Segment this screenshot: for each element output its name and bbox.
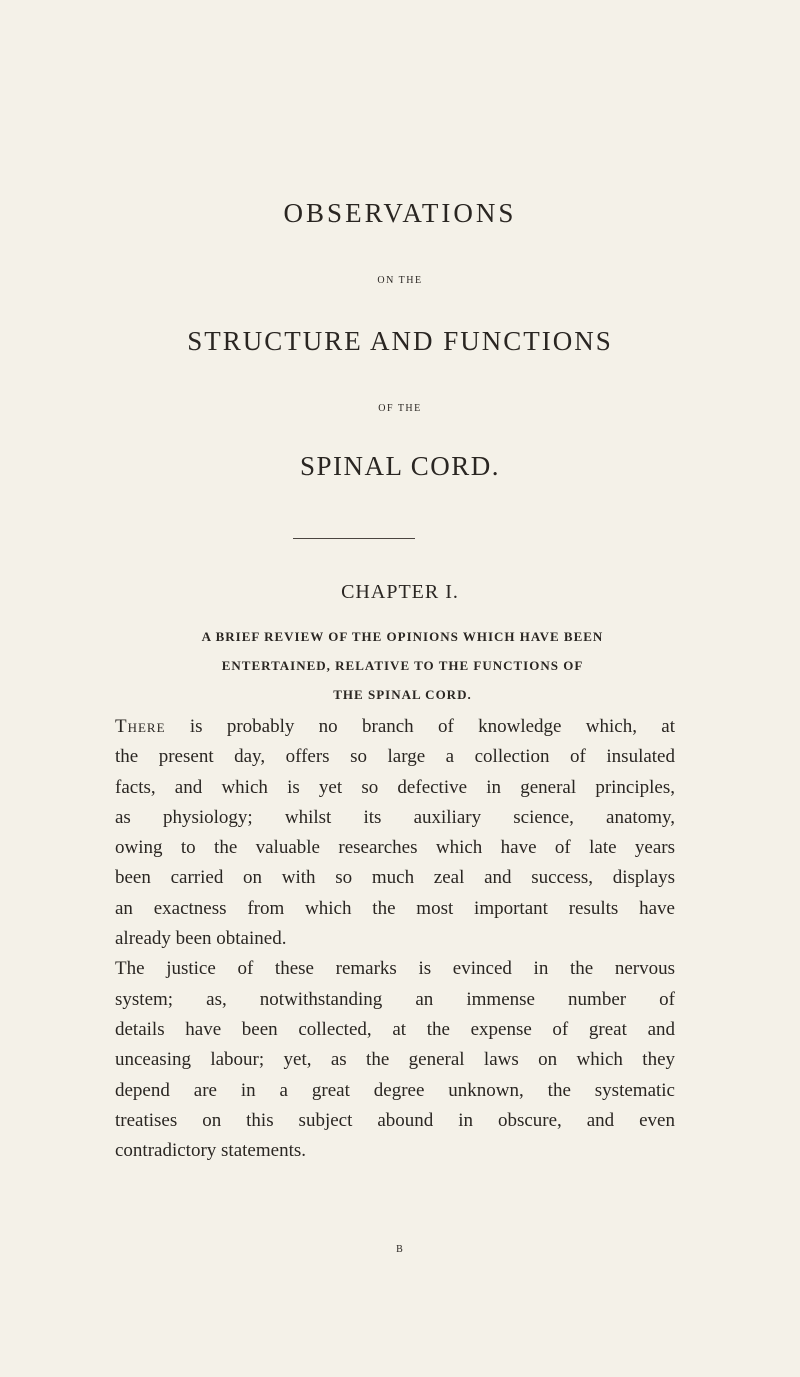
paragraph-line: system; as, notwithstanding an immense number of bbox=[115, 988, 675, 1010]
paragraph-line: unceasing labour; yet, as the general laws on which they bbox=[115, 1049, 675, 1071]
chapter-heading: CHAPTER I. bbox=[341, 581, 459, 603]
body-text bbox=[115, 712, 675, 1166]
paragraph-line: details have been collected, at the expense of great and bbox=[115, 1018, 675, 1040]
chapter-summary-line: A BRIEF REVIEW OF THE OPINIONS WHICH HAVE BEEN bbox=[201, 629, 604, 644]
chapter-summary-line: THE SPINAL CORD. bbox=[333, 687, 472, 702]
main-title: OBSERVATIONS bbox=[283, 198, 517, 228]
title-connector-on-the: ON THE bbox=[377, 275, 423, 286]
paragraph-line: contradictory statements. bbox=[115, 1140, 306, 1162]
paragraph-line: the present day, offers so large a collection of insulated bbox=[115, 746, 675, 768]
title-connector-of-the: OF THE bbox=[378, 403, 422, 414]
paragraph-line: already been obtained. bbox=[115, 928, 287, 950]
chapter-summary bbox=[135, 622, 670, 709]
paragraph-line: The justice of these remarks is evinced in the nervous bbox=[115, 958, 675, 980]
paragraph-line: depend are in a great degree unknown, the systematic bbox=[115, 1079, 675, 1101]
paragraph-line: been carried on with so much zeal and success, displays bbox=[115, 867, 675, 889]
drop-word: There bbox=[115, 716, 166, 737]
paragraph-line-text: is probably no branch of knowledge which, at bbox=[165, 716, 675, 737]
signature-mark: B bbox=[396, 1244, 404, 1255]
subtitle: STRUCTURE AND FUNCTIONS bbox=[187, 326, 613, 356]
chapter-summary-line: ENTERTAINED, RELATIVE TO THE FUNCTIONS OF bbox=[221, 658, 584, 673]
paragraph-line: facts, and which is yet so defective in general principles, bbox=[115, 776, 675, 798]
paragraph-line bbox=[115, 712, 675, 742]
paragraph-line: owing to the valuable researches which have of late years bbox=[115, 837, 675, 859]
title-divider bbox=[293, 538, 415, 539]
paragraph-line: treatises on this subject abound in obscure, and even bbox=[115, 1109, 675, 1131]
paragraph-line: as physiology; whilst its auxiliary science, anatomy, bbox=[115, 806, 675, 828]
paragraph-line: an exactness from which the most important results have bbox=[115, 897, 675, 919]
subject-title: SPINAL CORD. bbox=[299, 451, 501, 481]
